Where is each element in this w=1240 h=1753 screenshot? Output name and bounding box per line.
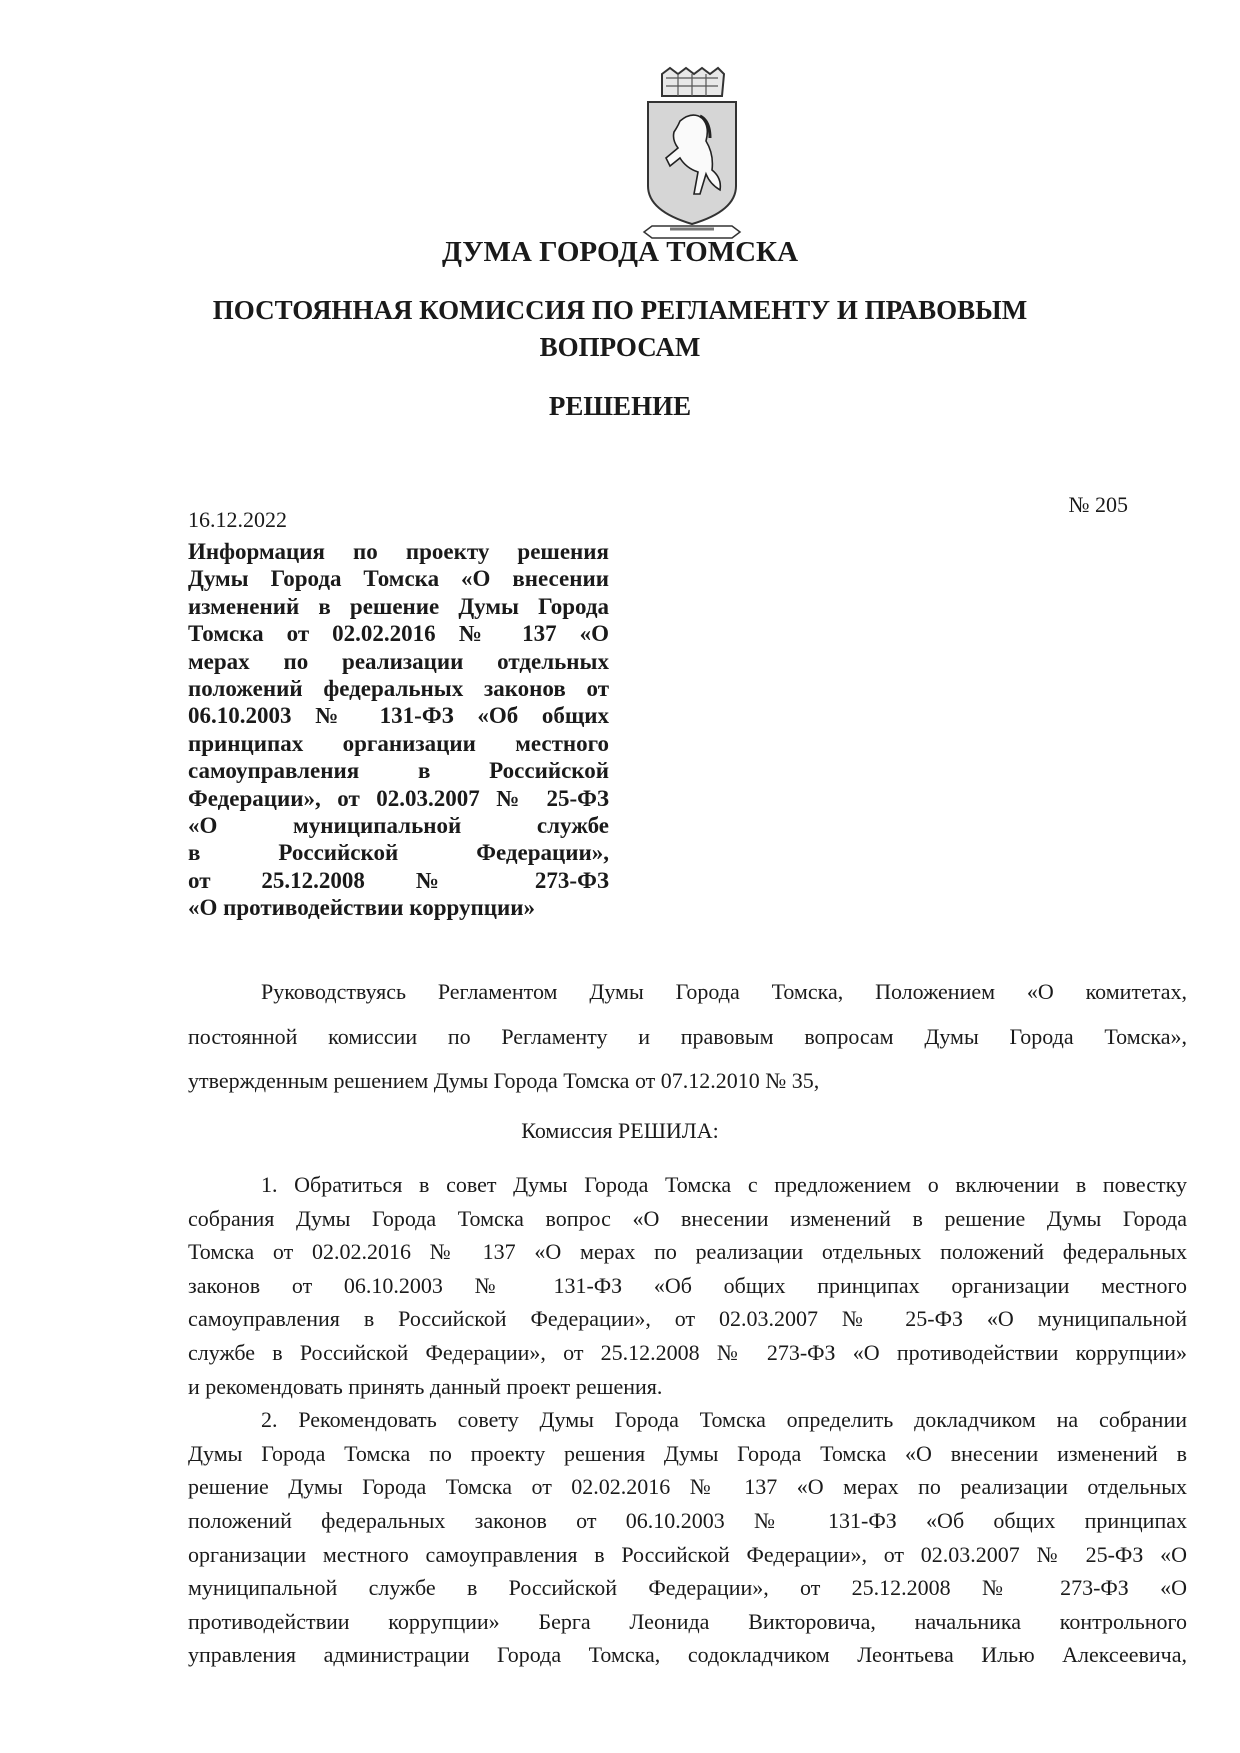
subject-block xyxy=(188,538,609,921)
item-line: службе в Российской Федерации», от 25.12.2008 № 273-ФЗ «О противодействии коррупции» xyxy=(188,1339,1187,1365)
item-line: законов от 06.10.2003 № 131-ФЗ «Об общих принципах организации местного xyxy=(188,1272,1187,1298)
subject-line: Томска от 02.02.2016 № 137 «О xyxy=(188,621,609,647)
item-line: муниципальной службе в Российской Федерации», от 25.12.2008 № 273-ФЗ «О xyxy=(188,1575,1187,1601)
item-line: управления администрации Города Томска, содокладчиком Леонтьева Илью Алексеевича, xyxy=(188,1642,1187,1668)
preamble-line: Руководствуясь Регламентом Думы Города Томска, Положением «О комитетах, xyxy=(261,979,1187,1004)
subject-line: принципах организации местного xyxy=(188,730,609,756)
subject-line: Думы Города Томска «О внесении xyxy=(188,566,609,592)
org-title: ДУМА ГОРОДА ТОМСКА xyxy=(441,236,799,268)
subject-line: 06.10.2003 № 131-ФЗ «Об общих xyxy=(188,703,609,729)
item-2 xyxy=(188,1403,1187,1672)
item-line: противодействии коррупции» Берга Леонида Викторовича, начальника контрольного xyxy=(188,1608,1187,1634)
item-line: самоуправления в Российской Федерации», от 02.03.2007 № 25-ФЗ «О муниципальной xyxy=(188,1306,1187,1332)
commission-title-line: ПОСТОЯННАЯ КОМИССИЯ ПО РЕГЛАМЕНТУ И ПРАВОВЫМ xyxy=(212,295,1028,325)
subject-line: мерах по реализации отдельных xyxy=(188,648,609,674)
subject-line: в Российской Федерации», xyxy=(188,840,609,866)
item-line: Думы Города Томска по проекту решения Думы Города Томска «О внесении изменений в xyxy=(188,1440,1187,1466)
item-line: Томска от 02.02.2016 № 137 «О мерах по реализации отдельных положений федеральных xyxy=(188,1239,1187,1265)
item-line: организации местного самоуправления в Российской Федерации», от 02.03.2007 № 25-ФЗ «О xyxy=(188,1541,1187,1567)
subject-line: «О противодействии коррупции» xyxy=(188,895,536,921)
subject-line: от 25.12.2008 № 273-ФЗ xyxy=(188,867,609,893)
item-1 xyxy=(188,1168,1187,1403)
item-line: собрания Думы Города Томска вопрос «О внесении изменений в решение Думы Города xyxy=(188,1205,1187,1231)
item-line: решение Думы Города Томска от 02.02.2016 № 137 «О мерах по реализации отдельных xyxy=(188,1474,1187,1500)
doc-type: РЕШЕНИЕ xyxy=(548,391,692,421)
subject-line: самоуправления в Российской xyxy=(188,758,609,784)
preamble-line: постоянной комиссии по Регламенту и правовым вопросам Думы Города Томска», xyxy=(188,1023,1187,1049)
coat-of-arms-icon xyxy=(640,66,744,241)
item-line: положений федеральных законов от 06.10.2003 № 131-ФЗ «Об общих принципах xyxy=(188,1507,1187,1533)
item-line: 1. Обратиться в совет Думы Города Томска с предложением о включении в повестку xyxy=(261,1172,1187,1197)
subject-line: Информация по проекту решения xyxy=(188,539,609,564)
document-number: № 205 xyxy=(1068,492,1128,517)
subject-line: положений федеральных законов от xyxy=(188,675,609,701)
preamble-paragraph xyxy=(188,970,1187,1104)
preamble-line: утвержденным решением Думы Города Томска от 07.12.2010 № 35, xyxy=(188,1068,820,1094)
commission-title-line: ВОПРОСАМ xyxy=(539,332,701,362)
subject-line: изменений в решение Думы Города xyxy=(188,593,609,619)
commission-title xyxy=(0,292,1240,366)
document-date: 16.12.2022 xyxy=(188,507,287,532)
item-line: 2. Рекомендовать совету Думы Города Томска определить докладчиком на собрании xyxy=(261,1407,1187,1433)
subject-line: «О муниципальной службе xyxy=(188,812,609,838)
item-line: и рекомендовать принять данный проект решения. xyxy=(188,1373,663,1399)
resolved-heading: Комиссия РЕШИЛА: xyxy=(521,1118,719,1143)
items-block xyxy=(188,1168,1187,1672)
subject-line: Федерации», от 02.03.2007 № 25-ФЗ xyxy=(188,785,609,811)
